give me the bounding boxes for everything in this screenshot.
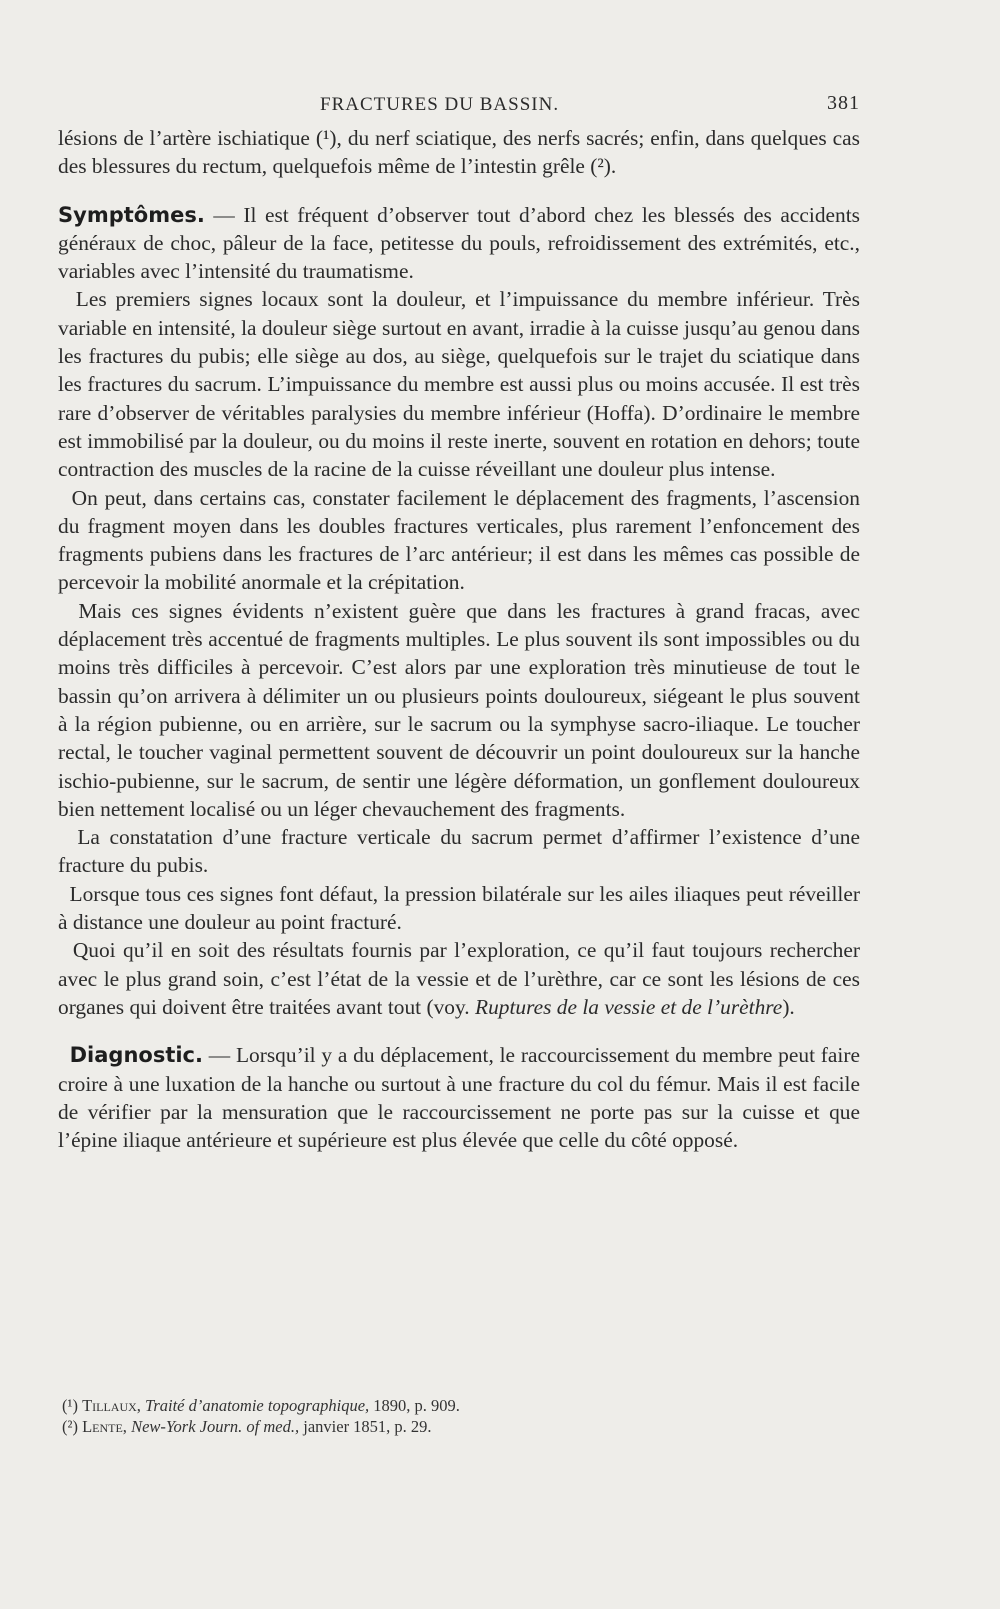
page-number: 381: [827, 92, 860, 114]
paragraph-symptomes: [58, 201, 860, 286]
paragraph-constatation: [58, 823, 860, 880]
footnotes: [62, 1395, 762, 1437]
paragraph-signes-evidents: [58, 597, 860, 823]
running-header: [60, 88, 860, 118]
footnote-mark: (²): [62, 1417, 78, 1436]
paragraph-symptomes-text: — Il est fréquent d’observer tout d’abord chez les blessés des accidents généraux de choc, pâleur de la face, petitesse du pouls, refroidissement des extrémités, etc., variables avec l’intensité du traumatisme.: [58, 202, 860, 284]
footnote-mark: (¹): [62, 1396, 78, 1415]
footnote-author: Tillaux,: [82, 1396, 141, 1415]
footnote-work: New-York Journ. of med.,: [131, 1417, 300, 1436]
paragraph-lesions: lésions de l’artère ischiatique (¹), du nerf sciatique, des nerfs sacrés; enfin, dans quelques cas des blessures du rectum, quelquefois même de l’intestin grêle (²).: [58, 126, 860, 179]
footnote-1: [62, 1395, 762, 1416]
cross-reference: Ruptures de la vessie et de l’urèthre: [475, 994, 783, 1019]
footnote-detail: 1890, p. 909.: [369, 1396, 460, 1415]
paragraph-signes-evidents-text: Mais ces signes évidents n’existent guère que dans les fractures à grand fracas, avec déplacement très accentué de fragments multiples. Le plus souvent ils sont impossibles ou du moins très difficiles à percevoir. C’est alors par une exploration très minutieuse de tout le bassin qu’on arrivera à délimiter un ou plusieurs points douloureux, siégeant le plus souvent à la région pubienne, ou en arrière, sur le sacrum ou la symphyse sacro-iliaque. Le toucher rectal, le toucher vaginal permettent souvent de découvrir un point douloureux sur la hanche ischio-pubienne, sur le sacrum, de sentir une légère déformation, un gonflement douloureux bien nettement localisé ou un léger chevauchement des fragments.: [58, 598, 860, 821]
paragraph-diagnostic-text: — Lorsqu’il y a du déplacement, le raccourcissement du membre peut faire croire à une luxation de la hanche ou surtout à une fracture du col du fémur. Mais il est facile de vérifier par la mensuration que le raccourcissement ne porte pas sur la cuisse et que l’épine iliaque antérieure et supérieure est plus élevée que celle du côté opposé.: [58, 1043, 860, 1153]
paragraph-pression-text: Lorsque tous ces signes font défaut, la pression bilatérale sur les ailes iliaques peut réveiller à distance une douleur au point fracturé.: [58, 881, 860, 935]
paragraph-deplacement-text: On peut, dans certains cas, constater facilement le déplacement des fragments, l’ascension du fragment moyen dans les doubles fractures verticales, plus rarement l’enfoncement des fragments pubiens dans les fractures de l’arc antérieur; il est dans les mêmes cas possible de percevoir la mobilité anormale et la crépitation.: [58, 485, 860, 595]
paragraph-vessie-text: Quoi qu’il en soit des résultats fournis par l’exploration, ce qu’il faut toujours rechercher avec le plus grand soin, c’est l’état de la vessie et de l’urèthre, car ce sont les lésions de ces organes qui doivent être traitées avant tout (voy.: [58, 938, 860, 1019]
section-heading-symptomes: Symptômes.: [58, 202, 205, 227]
running-title: FRACTURES DU BASSIN.: [320, 94, 560, 115]
paragraph-vessie: [58, 936, 860, 1021]
paragraph-diagnostic: [58, 1041, 860, 1154]
footnote-detail: janvier 1851, p. 29.: [299, 1417, 432, 1436]
paragraph-deplacement: [58, 484, 860, 597]
footnote-work: Traité d’anatomie topographique,: [145, 1396, 370, 1415]
footnote-author: Lente,: [82, 1417, 127, 1436]
section-heading-diagnostic: Diagnostic.: [69, 1043, 203, 1068]
paragraph-signes-locaux-text: Les premiers signes locaux sont la douleur, et l’impuissance du membre inférieur. Très variable en intensité, la douleur siège surtout en avant, irradie à la cuisse jusqu’au genou dans les fractures du pubis; elle siège au dos, au siège, quelquefois sur le trajet du sciatique dans les fractures du sacrum. L’impuissance du membre est aussi plus ou moins accusée. Il est très rare d’observer de véritables paralysies du membre inférieur (Hoffa). D’ordinaire le membre est immobilisé par la douleur, ou du moins il reste inerte, souvent en rotation en dehors; toute contraction des muscles de la racine de la cuisse réveillant une douleur plus intense.: [58, 287, 860, 482]
body-text: [58, 124, 860, 1154]
footnote-2: [62, 1416, 762, 1437]
paragraph-vessie-end: ).: [782, 994, 795, 1019]
paragraph-constatation-text: La constatation d’une fracture verticale du sacrum permet d’affirmer l’existence d’une fracture du pubis.: [58, 825, 860, 878]
paragraph-pression: [58, 880, 860, 937]
paragraph-signes-locaux: [58, 285, 860, 483]
